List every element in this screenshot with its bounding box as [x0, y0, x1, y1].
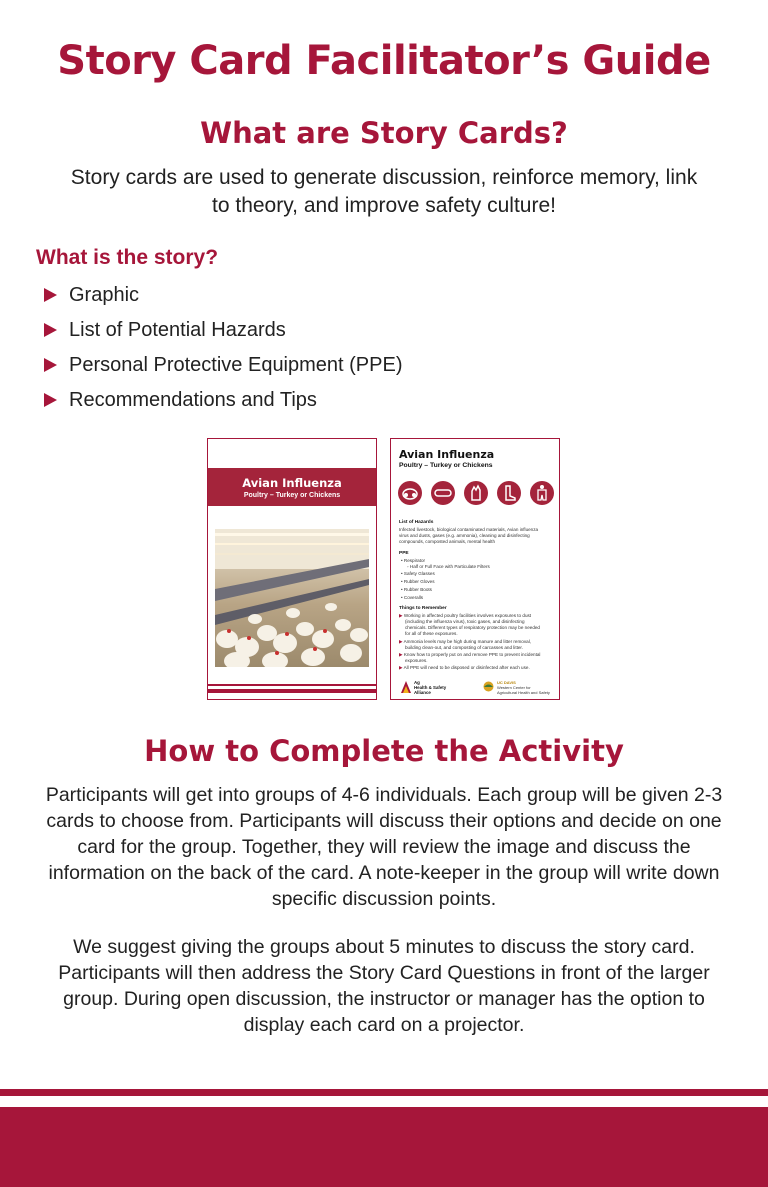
footer-divider [0, 1089, 768, 1096]
triangle-bullet-icon [44, 288, 57, 302]
remember-line: building clean-out, and composting of carcasses and litter. [405, 645, 523, 650]
safety-glasses-icon [431, 481, 455, 505]
story-question: What is the story? [36, 246, 219, 269]
remember-heading: Things to Remember [399, 606, 447, 611]
card-back-subtitle: Poultry – Turkey or Chickens [399, 462, 493, 469]
boot-icon [497, 481, 521, 505]
page-title: Story Card Facilitator’s Guide [57, 38, 711, 84]
list-item [44, 385, 403, 420]
card-back-title: Avian Influenza [399, 448, 495, 461]
section-heading-how: How to Complete the Activity [144, 734, 624, 768]
activity-paragraph-1: Participants will get into groups of 4-6 individuals. Each group will be given 2-3 cards to choose from. Participants will discuss their options and decide on one card for the group. Together, they will review the image and discuss the information on the back of the card. A note-keeper in the group will write down specific discussion points. [45, 784, 723, 910]
list-item-label: Personal Protective Equipment (PPE) [69, 354, 403, 376]
ppe-heading: PPE [399, 551, 409, 556]
triangle-bullet-icon [44, 358, 57, 372]
list-item [44, 280, 403, 315]
hazards-line: virus and dusts, gases (e.g. ammonia), cleaning and disinfecting [399, 533, 530, 538]
card-front-bars [208, 684, 376, 693]
hazards-line: compounds, composted animals, mental health [399, 539, 496, 544]
remember-line: ▶ Working in affected poultry facilities involves exposures to dust [399, 613, 532, 618]
glove-icon [464, 481, 488, 505]
card-front-subtitle: Poultry – Turkey or Chickens [243, 492, 341, 499]
ppe-item: • Rubber Gloves [401, 579, 435, 584]
coveralls-icon [530, 481, 554, 505]
story-list [44, 280, 403, 420]
ppe-item: • Coveralls [401, 595, 424, 600]
story-card-back: Avian Influenza Poultry – Turkey or Chickens List of Hazards Infected livestock, biological contaminated materials, Avian influenza virus and dusts, gases (e.g. ammonia), cleaning and disinfecting compounds, composted animals, mental health PPE • Respirator ◦ Half or Full Face with Particulate Filters • Safety Glasses • Rubber Gloves • Rubber Boots • Coveralls Things to Remember ▶ Working in affected poultry facilities involves exposures to dust (including the influenza virus), toxic gases, and disinfecting chemicals. Different types of respiratory protection may be needed for all of these exposures. ▶ Ammonia levels may be high during manure and litter removal, building clean-out, and composting of carcasses and litter. ▶ Know how to properly put on and remove PPE to prevent incidental exposures. ▶ All PPE will need to be disposed or disinfected after each use. Ag Health & Safety Alliance UC DAVIS Western Center for Agricultural Health and Safety [390, 438, 560, 700]
section-heading-what: What are Story Cards? [200, 116, 568, 150]
remember-line: exposures. [405, 658, 428, 663]
poultry-barn-photo [215, 529, 369, 667]
list-item-label: List of Potential Hazards [69, 319, 286, 341]
list-item [44, 350, 403, 385]
ppe-icon-row [398, 481, 554, 509]
list-item [44, 315, 403, 350]
remember-line: for all of these exposures. [405, 631, 458, 636]
remember-line: ▶ Ammonia levels may be high during manure and litter removal, [399, 639, 531, 644]
hazards-line: Infected livestock, biological contaminated materials, Avian influenza [399, 527, 539, 532]
remember-line: ▶ All PPE will need to be disposed or disinfected after each use. [399, 665, 530, 670]
intro-text: Story cards are used to generate discussion, reinforce memory, link to theory, and improve safety culture! [70, 166, 698, 217]
remember-line: ▶ Know how to properly put on and remove PPE to prevent incidental [399, 652, 541, 657]
triangle-bullet-icon [44, 393, 57, 407]
activity-paragraph-2: We suggest giving the groups about 5 minutes to discuss the story card. Participants will then address the Story Card Questions in front of the larger group. During open discussion, the instructor or manager has the option to display each card on a projector. [58, 936, 710, 1036]
ppe-item: ◦ Half or Full Face with Particulate Filters [407, 564, 490, 569]
ppe-item: • Safety Glasses [401, 571, 435, 576]
card-front-title: Avian Influenza [242, 476, 342, 490]
respirator-icon [398, 481, 422, 505]
list-item-label: Graphic [69, 284, 140, 306]
card-front-banner [208, 468, 376, 506]
story-card-front [207, 438, 377, 700]
footer-band [0, 1107, 768, 1187]
ppe-item: • Respirator [401, 558, 426, 563]
ppe-item: • Rubber Boots [401, 587, 432, 592]
hazards-heading: List of Hazards [399, 520, 434, 525]
remember-line: chemicals. Different types of respiratory protection may be needed [405, 625, 540, 630]
triangle-bullet-icon [44, 323, 57, 337]
list-item-label: Recommendations and Tips [69, 389, 317, 411]
remember-line: (including the influenza virus), toxic gases, and disinfecting [405, 619, 525, 624]
